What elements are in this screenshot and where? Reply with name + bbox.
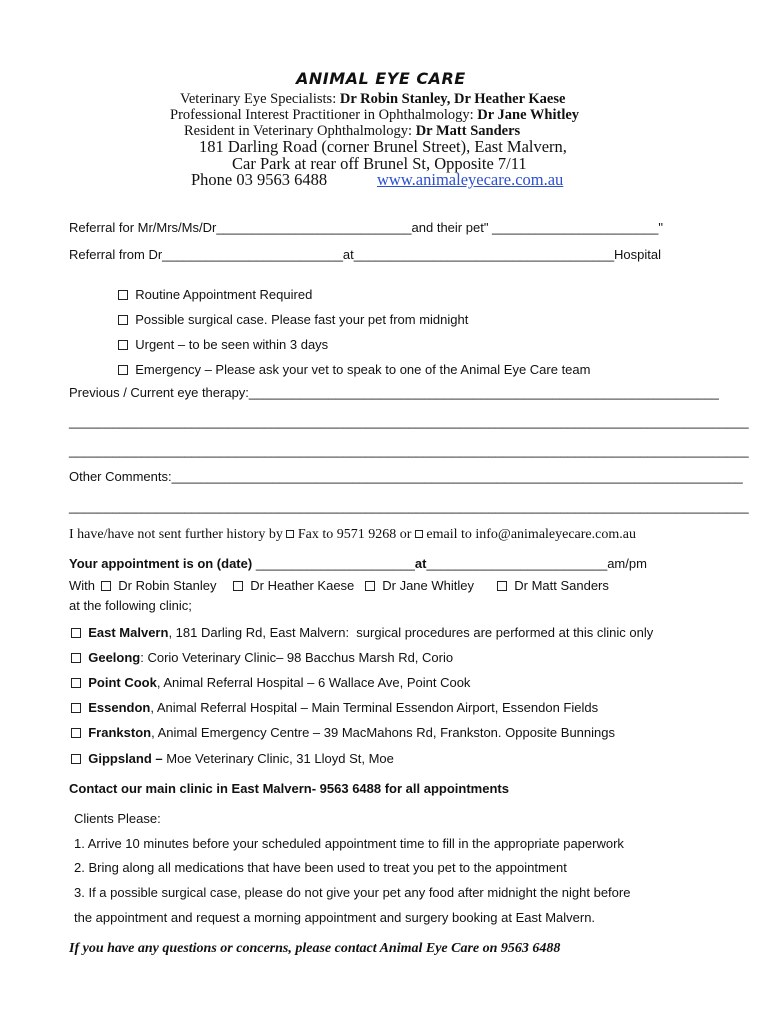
referral-from-line[interactable]: Referral from Dr_________________________at____________________________________Hospital — [69, 247, 662, 262]
checkbox-icon[interactable] — [497, 581, 507, 591]
doctor-label: Dr Heather Kaese — [250, 578, 355, 593]
option-label: Emergency – Please ask your vet to speak to one of the Animal Eye Care team — [135, 362, 591, 377]
ampm-label: am/pm — [607, 556, 647, 571]
option-label: Urgent – to be seen within 3 days — [135, 337, 329, 352]
checkbox-icon[interactable] — [71, 653, 81, 663]
clinic-detail: , Animal Referral Hospital – 6 Wallace Ave, Point Cook — [156, 675, 471, 690]
specialists-names: Dr Robin Stanley, Dr Heather Kaese — [339, 91, 566, 107]
clinic-option-frankston[interactable] — [71, 725, 615, 740]
resident-prefix: Resident in Veterinary Ophthalmology: — [184, 123, 416, 139]
blank-line[interactable]: ______________________________________________________________________________________________ — [69, 414, 749, 429]
clinic-name: Gippsland – — [88, 751, 163, 766]
option-surgical[interactable] — [118, 312, 468, 327]
clinic-name: Essendon — [88, 700, 151, 715]
checkbox-icon[interactable] — [233, 581, 243, 591]
clinic-option-geelong[interactable] — [71, 650, 453, 665]
email-checkbox-icon[interactable] — [415, 530, 423, 538]
checkbox-icon[interactable] — [71, 678, 81, 688]
other-comments-line[interactable]: Other Comments:_______________________________________________________________________________ — [69, 469, 743, 484]
clinic-name: East Malvern — [88, 625, 169, 640]
practitioner-name: Dr Jane Whitley — [477, 107, 580, 123]
checkbox-icon[interactable] — [71, 728, 81, 738]
fax-checkbox-icon[interactable] — [286, 530, 294, 538]
client-instruction: 2. Bring along all medications that have been used to treat you pet to the appointment — [74, 860, 567, 875]
history-prefix: I have/have not sent further history by — [69, 527, 283, 542]
option-emergency[interactable] — [118, 362, 590, 377]
contact-note: Contact our main clinic in East Malvern- 9563 6488 for all appointments — [69, 781, 509, 796]
clients-heading: Clients Please: — [74, 811, 161, 826]
practitioner-line — [170, 107, 579, 123]
checkbox-icon[interactable] — [365, 581, 375, 591]
checkbox-icon[interactable] — [118, 365, 128, 375]
email-label: email to info@animaleyecare.com.au — [426, 527, 636, 542]
clinic-detail: , 181 Darling Rd, East Malvern: surgical procedures are performed at this clinic only — [168, 625, 654, 640]
client-instruction: 3. If a possible surgical case, please do not give your pet any food after midnight the night before — [74, 885, 631, 900]
clinic-option-essendon[interactable] — [71, 700, 598, 715]
practitioner-prefix: Professional Interest Practitioner in Ophthalmology: — [170, 107, 478, 123]
checkbox-icon[interactable] — [71, 628, 81, 638]
client-instruction: the appointment and request a morning appointment and surgery booking at East Malvern. — [74, 910, 596, 925]
option-label: Possible surgical case. Please fast your pet from midnight — [135, 312, 469, 327]
clinic-detail: , Animal Referral Hospital – Main Terminal Essendon Airport, Essendon Fields — [150, 700, 599, 715]
checkbox-icon[interactable] — [118, 315, 128, 325]
time-field[interactable]: _________________________ — [426, 556, 608, 571]
option-routine[interactable] — [118, 287, 312, 302]
checkbox-icon[interactable] — [71, 754, 81, 764]
option-urgent[interactable] — [118, 337, 328, 352]
resident-name: Dr Matt Sanders — [415, 123, 521, 139]
address-line2: Car Park at rear off Brunel St, Opposite 7/11 — [232, 154, 527, 173]
option-label: Routine Appointment Required — [135, 287, 313, 302]
date-field[interactable]: ______________________ — [252, 556, 415, 571]
checkbox-icon[interactable] — [101, 581, 111, 591]
checkbox-icon[interactable] — [118, 290, 128, 300]
clinic-name: Frankston — [88, 725, 152, 740]
clinic-option-east-malvern[interactable] — [71, 625, 653, 640]
eye-therapy-line[interactable]: Previous / Current eye therapy:_________________________________________________________________ — [69, 385, 719, 400]
checkbox-icon[interactable] — [118, 340, 128, 350]
appointment-label: Your appointment is on (date) — [69, 556, 253, 571]
footer-note: If you have any questions or concerns, please contact Animal Eye Care on 9563 6488 — [69, 941, 561, 956]
appointment-line — [69, 556, 647, 571]
at-label: at — [414, 556, 427, 571]
doctor-option-stanley[interactable] — [101, 578, 217, 593]
doctor-label: Dr Jane Whitley — [382, 578, 474, 593]
following-clinic-label: at the following clinic; — [69, 598, 192, 613]
blank-line[interactable]: ______________________________________________________________________________________________ — [69, 443, 749, 458]
clinic-detail: Moe Veterinary Clinic, 31 Lloyd St, Moe — [162, 751, 394, 766]
with-label: With — [69, 578, 95, 593]
clinic-option-gippsland[interactable] — [71, 751, 394, 766]
website-link[interactable]: www.animaleyecare.com.au — [377, 170, 564, 189]
doctor-label: Dr Robin Stanley — [118, 578, 217, 593]
phone: Phone 03 9563 6488 — [191, 170, 328, 189]
clinic-detail: , Animal Emergency Centre – 39 MacMahons Rd, Frankston. Opposite Bunnings — [151, 725, 615, 740]
client-instruction: 1. Arrive 10 minutes before your scheduled appointment time to fill in the appropriate paperwork — [74, 836, 624, 851]
address-line1: 181 Darling Road (corner Brunel Street), East Malvern, — [199, 137, 567, 156]
clinic-option-point-cook[interactable] — [71, 675, 470, 690]
clinic-name: Point Cook — [88, 675, 157, 690]
blank-line[interactable]: ______________________________________________________________________________________________ — [69, 499, 749, 514]
doctor-option-whitley[interactable] — [365, 578, 474, 593]
checkbox-icon[interactable] — [71, 703, 81, 713]
doctor-label: Dr Matt Sanders — [514, 578, 609, 593]
specialists-line — [180, 91, 565, 107]
clinic-detail: : Corio Veterinary Clinic– 98 Bacchus Marsh Rd, Corio — [140, 650, 454, 665]
page-title: ANIMAL EYE CARE — [296, 69, 466, 88]
fax-label: Fax to 9571 9268 or — [297, 527, 412, 542]
doctor-option-kaese[interactable] — [233, 578, 354, 593]
specialists-prefix: Veterinary Eye Specialists: — [180, 91, 340, 107]
clinic-name: Geelong — [88, 650, 141, 665]
referral-for-line[interactable]: Referral for Mr/Mrs/Ms/Dr___________________________and their pet" _______________________" — [69, 220, 663, 235]
doctor-option-sanders[interactable] — [497, 578, 609, 593]
history-line — [69, 527, 636, 543]
